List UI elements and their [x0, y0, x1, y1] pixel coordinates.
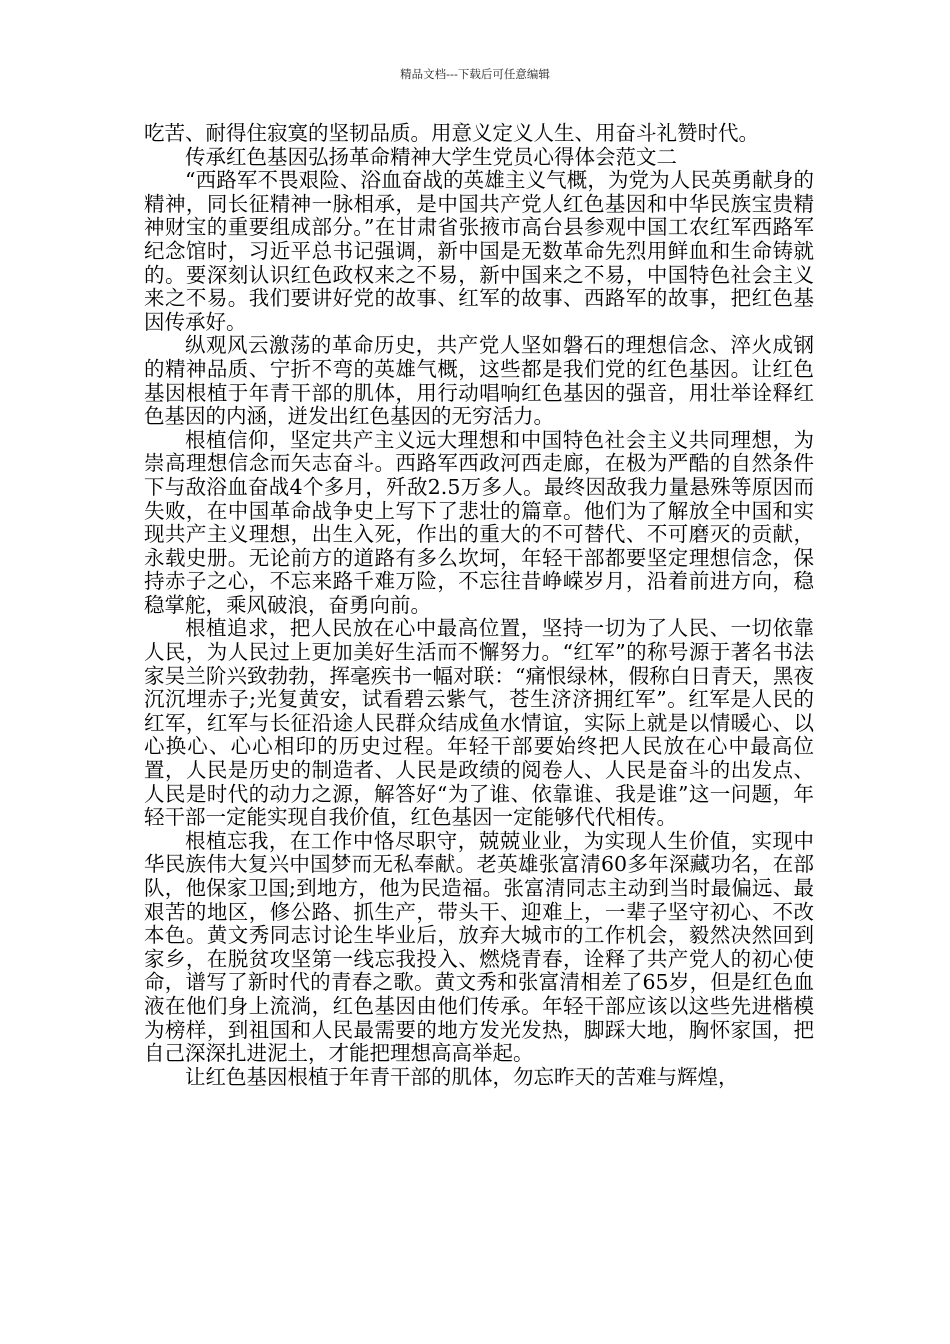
page-header: 精品文档---下载后可任意编辑	[400, 67, 550, 81]
paragraph: 根植追求，把人民放在心中最高位置，坚持一切为了人民、一切依靠人民，为人民过上更加美好生活而不懈努力。“红军”的称号源于著名书法家吴兰阶兴致勃勃，挥毫疾书一幅对联：“痛恨绿林，假称白日青天，黑夜沉沉埋赤子;光复黄安，试看碧云紫气，苍生济济拥红军”。红军是人民的红军，红军与长征沿途人民群众结成鱼水情谊，实际上就是以情暖心、以心换心、心心相印的历史过程。年轻干部要始终把人民放在心中最高位置，人民是历史的制造者、人民是政绩的阅卷人、人民是奋斗的出发点、人民是时代的动力之源，解答好“为了谁、依靠谁、我是谁”这一问题，年轻干部一定能实现自我价值，红色基因一定能够代代相传。	[144, 616, 814, 830]
paragraph: 让红色基因根植于年青干部的肌体，勿忘昨天的苦难与辉煌，	[185, 1064, 739, 1089]
paragraph: 根植忘我，在工作中恪尽职守，兢兢业业，为实现人生价值，实现中华民族伟大复兴中国梦而无私奉献。老英雄张富清60多年深藏功名，在部队，他保家卫国;到地方，他为民造福。张富清同志主动到当时最偏远、最艰苦的地区，修公路、抓生产，带头干、迎难上，一辈子坚守初心、不改本色。黄文秀同志讨论生毕业后，放弃大城市的工作机会，毅然决然回到家乡，在脱贫攻坚第一线忘我投入、燃烧青春，诠释了共产党人的初心使命，谱写了新时代的青春之歌。黄文秀和张富清相差了65岁，但是红色血液在他们身上流淌，红色基因由他们传承。年轻干部应该以这些先进楷模为榜样，到祖国和人民最需要的地方发光发热，脚踩大地，胸怀家国，把自己深深扎进泥土，才能把理想高高举起。	[144, 828, 814, 1066]
paragraph: 纵观风云激荡的革命历史，共产党人坚如磐石的理想信念、淬火成钢的精神品质、宁折不弯的英雄气概，这些都是我们党的红色基因。让红色基因根植于年青干部的肌体，用行动唱响红色基因的强音，用壮举诠释红色基因的内涵，迸发出红色基因的无穷活力。	[144, 333, 814, 429]
document-body	[144, 122, 814, 1089]
paragraph-continuation: 吃苦、耐得住寂寞的坚韧品质。用意义定义人生、用奋斗礼赞时代。	[144, 121, 759, 145]
paragraph: 根植信仰，坚定共产主义远大理想和中国特色社会主义共同理想，为崇高理想信念而矢志奋斗。西路军西政河西走廊，在极为严酷的自然条件下与敌浴血奋战4个多月，歼敌2.5万多人。最终因敌我力量悬殊等原因而失败，在中国革命战争史上写下了悲壮的篇章。他们为了解放全中国和实现共产主义理想，出生入死，作出的重大的不可替代、不可磨灭的贡献，永载史册。无论前方的道路有多么坎坷，年轻干部都要坚定理想信念，保持赤子之心，不忘来路千难万险，不忘往昔峥嵘岁月，沿着前进方向，稳稳掌舵，乘风破浪，奋勇向前。	[144, 427, 814, 617]
paragraph: “西路军不畏艰险、浴血奋战的英雄主义气概，为党为人民英勇献身的精神，同长征精神一脉相承，是中国共产党人红色基因和中华民族宝贵精神财宝的重要组成部分。”在甘肃省张掖市高台县参观中国工农红军西路军纪念馆时，习近平总书记强调，新中国是无数革命先烈用鲜血和生命铸就的。要深刻认识红色政权来之不易，新中国来之不易，中国特色社会主义来之不易。我们要讲好党的故事、红军的故事、西路军的故事，把红色基因传承好。	[144, 168, 814, 334]
essay-title: 传承红色基因弘扬革命精神大学生党员心得体会范文二	[185, 144, 677, 169]
